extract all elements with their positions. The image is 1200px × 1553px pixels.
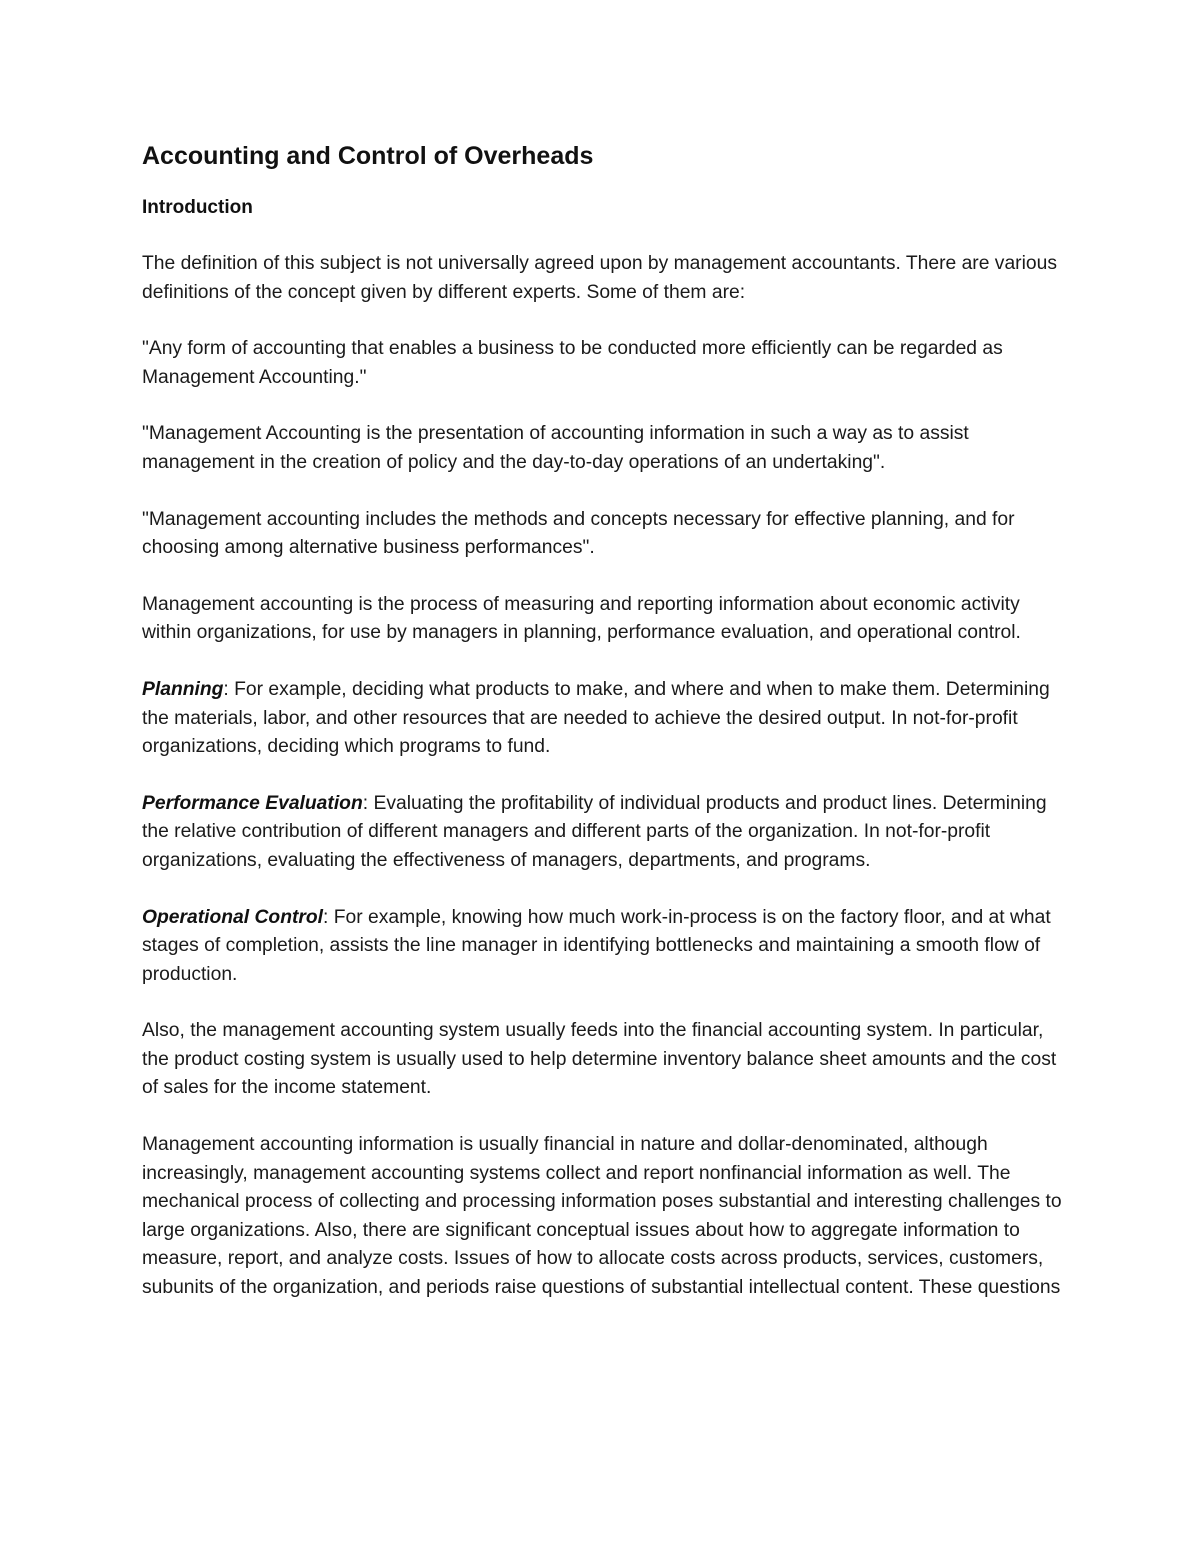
performance-paragraph: [142, 790, 1062, 876]
document-title: Accounting and Control of Overheads: [142, 142, 594, 170]
also-paragraph: Also, the management accounting system usually feeds into the financial accounting system. In particular, the product costing system is usually used to help determine inventory balance sheet amounts and the cost of sales for the income statement.: [142, 1020, 1057, 1099]
quote-paragraph-1: "Any form of accounting that enables a business to be conducted more efficiently can be regarded as Management Accounting.": [142, 338, 1003, 388]
information-paragraph: Management accounting information is usually financial in nature and dollar-denominated, although increasingly, management accounting systems collect and report nonfinancial information as well. The mechanical process of collecting and processing information poses substantial and interesting challenges to large organizations. Also, there are significant conceptual issues about how to aggregate information to measure, report, and analyze costs. Issues of how to allocate costs across products, services, customers, subunits of the organization, and periods raise questions of substantial intellectual content. These questions: [142, 1134, 1062, 1299]
definition-paragraph: Management accounting is the process of measuring and reporting information about economic activity within organizations, for use by managers in planning, performance evaluation, and operational control.: [142, 593, 1021, 644]
operational-paragraph: [142, 904, 1062, 990]
planning-text: : For example, deciding what products to make, and where and when to make them. Determining the materials, labor, and other resources that are needed to achieve the desired output. In not-for-profit organizations, deciding which programs to fund.: [142, 678, 1050, 758]
intro-paragraph: The definition of this subject is not universally agreed upon by management accountants. There are various definitions of the concept given by different experts. Some of them are:: [142, 253, 1057, 303]
quote-paragraph-3: "Management accounting includes the methods and concepts necessary for effective planning, and for choosing among alternative business performances".: [142, 508, 1015, 559]
planning-paragraph: [142, 676, 1062, 762]
performance-text: : Evaluating the profitability of individual products and product lines. Determining the relative contribution of different managers and different parts of the organization. In not-for-profit organizations, evaluating the effectiveness of managers, departments, and programs.: [142, 792, 1047, 871]
section-heading: Introduction: [142, 197, 253, 218]
operational-term: Operational Control: [142, 906, 324, 928]
operational-text: : For example, knowing how much work-in-process is on the factory floor, and at what stages of completion, assists the line manager in identifying bottlenecks and maintaining a smooth flow of production.: [142, 906, 1051, 985]
quote-paragraph-2: "Management Accounting is the presentation of accounting information in such a way as to assist management in the creation of policy and the day-to-day operations of an undertaking".: [142, 423, 969, 473]
document-page: [142, 138, 1062, 1303]
planning-term: Planning: [142, 678, 224, 700]
performance-term: Performance Evaluation: [142, 792, 363, 814]
